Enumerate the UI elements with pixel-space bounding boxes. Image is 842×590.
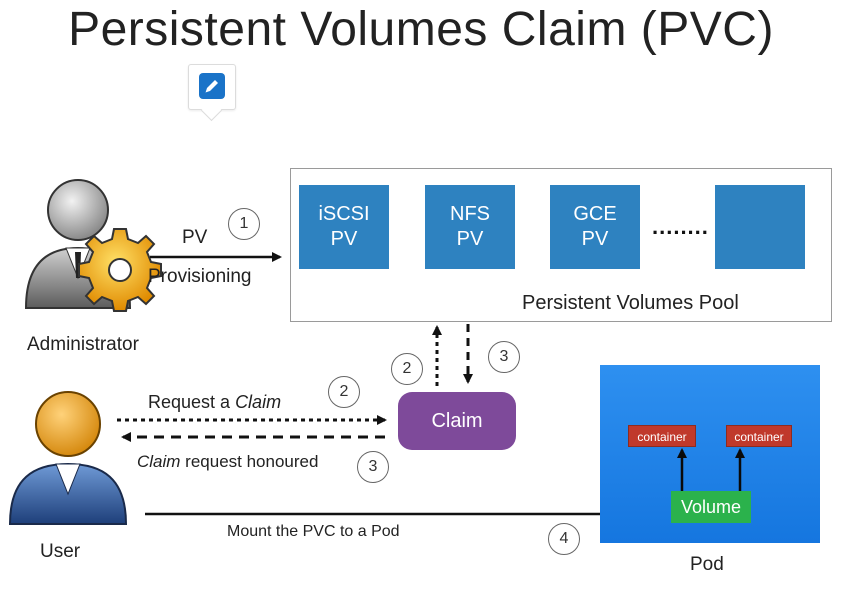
container-box-1: container bbox=[628, 425, 696, 447]
request-claim-label: Request a Claim bbox=[148, 392, 282, 412]
pool-ellipsis: ........ bbox=[652, 214, 709, 239]
administrator-label: Administrator bbox=[27, 334, 139, 355]
volume-box: Volume bbox=[671, 491, 751, 523]
claim-box: Claim bbox=[398, 392, 516, 450]
mount-label: Mount the PVC to a Pod bbox=[227, 523, 400, 540]
pod-label: Pod bbox=[690, 554, 724, 575]
pv-box-nfs: NFS PV bbox=[425, 185, 515, 269]
pool-label: Persistent Volumes Pool bbox=[522, 292, 739, 314]
claim-honoured-label: Claim request honoured bbox=[137, 452, 319, 471]
step-3-honoured-badge: 3 bbox=[357, 451, 389, 483]
page-title: Persistent Volumes Claim (PVC) bbox=[68, 3, 774, 56]
pv-box-gce: GCE PV bbox=[550, 185, 640, 269]
provision-label-pv: PV bbox=[182, 227, 208, 248]
step-3-pool-badge: 3 bbox=[488, 341, 520, 373]
step-1-badge: 1 bbox=[228, 208, 260, 240]
provision-label-provisioning: Provisioning bbox=[148, 266, 252, 287]
step-4-badge: 4 bbox=[548, 523, 580, 555]
user-label: User bbox=[40, 541, 81, 562]
container-box-2: container bbox=[726, 425, 792, 447]
step-2-pool-badge: 2 bbox=[391, 353, 423, 385]
step-2-request-badge: 2 bbox=[328, 376, 360, 408]
pv-box-iscsi: iSCSI PV bbox=[299, 185, 389, 269]
